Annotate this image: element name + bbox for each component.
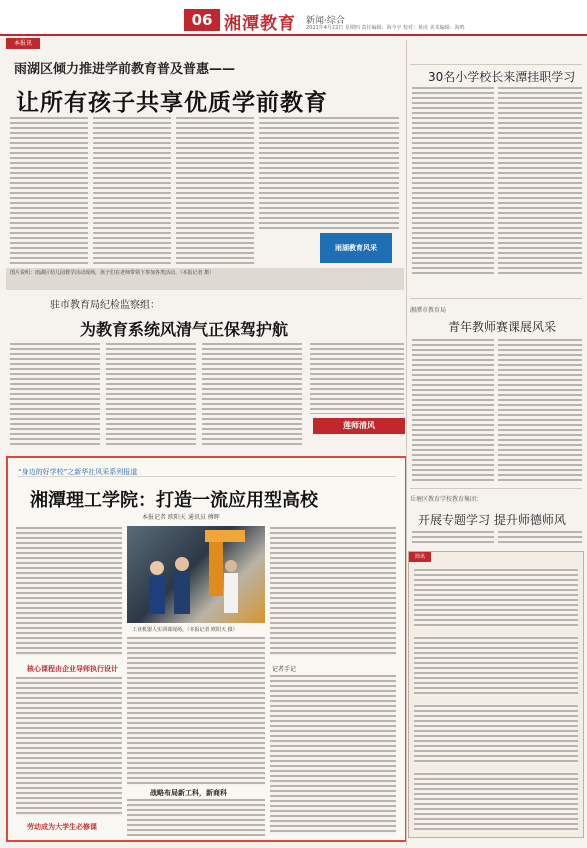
lead-tag: 本报讯 xyxy=(6,38,40,49)
feature-photo-caption: 工业机器人实训课现场。（本报记者 欧阳天 摄） xyxy=(132,627,238,633)
right-headline-3: 开展专题学习 提升师德师风 xyxy=(418,513,566,527)
right-headline-2: 青年教师赛课展风采 xyxy=(448,320,557,334)
second-headline: 为教育系统风清气正保驾护航 xyxy=(80,320,289,339)
masthead-rule xyxy=(0,34,587,36)
feature-byline: 本报记者 欧阳天 通讯员 傅晖 xyxy=(142,514,220,521)
feature-column-5 xyxy=(127,798,265,836)
second-column-3 xyxy=(202,342,302,446)
right-tag-3: 岳塘区教育学校教育集团： xyxy=(410,496,483,503)
section-title: 湘潭教育 xyxy=(224,14,296,34)
right-column-2 xyxy=(498,86,582,276)
feature-photo-figures xyxy=(127,526,265,623)
lead-headline: 让所有孩子共享优质学前教育 xyxy=(16,90,328,116)
lead-column-4 xyxy=(259,116,399,230)
second-kicker: 驻市教育局纪检监察组： xyxy=(50,300,160,311)
feature-subhead-3: 劳动成为大学生必修课 xyxy=(27,823,97,831)
feature-headline: 湘潭理工学院：打造一流应用型高校 xyxy=(30,490,318,511)
column-divider xyxy=(406,40,407,846)
right-column-5 xyxy=(412,530,494,546)
page-number: 06 xyxy=(184,9,220,31)
second-column-1 xyxy=(10,342,100,446)
right-rule-2 xyxy=(410,298,582,299)
feature-strip-rule xyxy=(18,476,396,477)
feature-strip: “身边的好学校”之新华社风采系列报道 xyxy=(18,468,138,476)
right-rule-3 xyxy=(410,488,582,489)
lead-column-3 xyxy=(176,116,254,264)
feature-column-6 xyxy=(270,674,396,834)
second-column-4 xyxy=(310,342,404,414)
brief-tag: 简讯 xyxy=(409,552,431,562)
right-headline-1: 30名小学校长来潭挂职学习 xyxy=(428,70,576,84)
feature-column-2 xyxy=(270,526,396,656)
lead-box: 雨湖教育风采 xyxy=(320,233,392,263)
second-column-2 xyxy=(106,342,196,446)
feature-note-label: 记者手记 xyxy=(272,666,297,673)
right-tag-2: 湘潭市教育局 xyxy=(410,307,447,314)
lead-caption: 图片说明：雨湖区幼儿园教学活动现场，孩子们在老师带领下参加各类活动。（本报记者 摄） xyxy=(10,270,215,276)
feature-column-3 xyxy=(16,676,122,816)
feature-subhead-1: 核心课程由企业导师执行设计 xyxy=(27,665,118,673)
brief-item-4 xyxy=(414,772,578,832)
feature-column-4 xyxy=(127,636,265,786)
right-column-6 xyxy=(498,530,582,546)
lead-column-2 xyxy=(93,116,171,264)
lead-kicker: 雨湖区倾力推进学前教育普及普惠—— xyxy=(14,62,236,77)
brief-item-3 xyxy=(414,704,578,764)
dateline: 2021年4月22日 星期四 责任编辑：海今宇 校对：黄虎 美术编辑：海鸣 xyxy=(306,25,465,31)
right-column-3 xyxy=(412,338,494,484)
subsection-title: 新闻·综合 xyxy=(306,16,345,26)
lead-column-1 xyxy=(10,116,88,264)
brief-item-2 xyxy=(414,636,578,696)
right-column-1 xyxy=(412,86,494,276)
feature-subhead-2: 战略布局新工科，新商科 xyxy=(150,789,227,797)
second-tag: 莲师清风 xyxy=(313,418,405,434)
right-column-4 xyxy=(498,338,582,484)
brief-item-1 xyxy=(414,568,578,628)
feature-column-1 xyxy=(16,526,122,656)
right-rule-1 xyxy=(410,64,582,65)
